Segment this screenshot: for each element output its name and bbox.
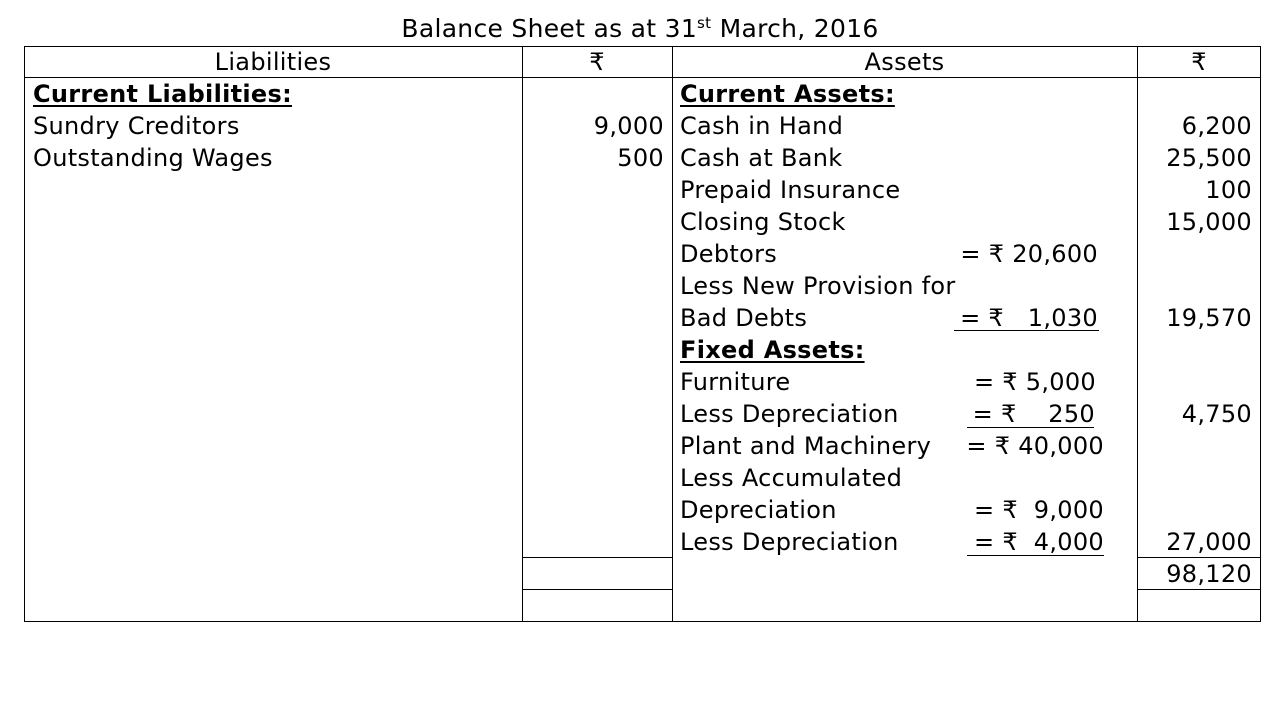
liab-total-line-bottom (522, 589, 672, 590)
assets-total: 98,120 (1166, 560, 1252, 588)
current-assets-heading: Current Assets: (680, 80, 895, 108)
net-plant-amount: 27,000 (1166, 528, 1252, 556)
plant-depreciation-value: = ₹ 4,000 (974, 528, 1104, 556)
assets-amount-header: ₹ (1191, 48, 1207, 76)
net-debtors-amount: 19,570 (1166, 304, 1252, 332)
plant-underline (967, 555, 1104, 556)
accumulated-depreciation-label: Depreciation (680, 496, 837, 524)
furniture-depreciation-value: = ₹ 250 (972, 400, 1095, 428)
debtors-value: = ₹ 20,600 (960, 240, 1098, 268)
outstanding-wages-label: Outstanding Wages (33, 144, 273, 172)
debtors-label: Debtors (680, 240, 778, 268)
plant-machinery-value: = ₹ 40,000 (966, 432, 1104, 460)
liab-total-line-top (522, 557, 672, 558)
fixed-assets-heading: Fixed Assets: (680, 336, 865, 364)
closing-stock-amount: 15,000 (1166, 208, 1252, 236)
provision-label: Less New Provision for (680, 272, 956, 300)
liabilities-header: Liabilities (214, 48, 332, 76)
plant-machinery-label: Plant and Machinery (680, 432, 932, 460)
bad-debts-underline (954, 330, 1099, 331)
net-furniture-amount: 4,750 (1181, 400, 1252, 428)
prepaid-insurance-label: Prepaid Insurance (680, 176, 901, 204)
sundry-creditors-label: Sundry Creditors (33, 112, 240, 140)
cash-at-bank-amount: 25,500 (1166, 144, 1252, 172)
bad-debts-label: Bad Debts (680, 304, 808, 332)
closing-stock-label: Closing Stock (680, 208, 846, 236)
prepaid-insurance-amount: 100 (1205, 176, 1252, 204)
furniture-underline (967, 427, 1094, 428)
column-divider (672, 46, 673, 622)
cash-in-hand-label: Cash in Hand (680, 112, 844, 140)
bad-debts-value: = ₹ 1,030 (960, 304, 1098, 332)
balance-sheet-title: Balance Sheet as at 31st March, 2016 (401, 14, 879, 43)
accumulated-depreciation-value: = ₹ 9,000 (974, 496, 1104, 524)
cash-in-hand-amount: 6,200 (1181, 112, 1252, 140)
cash-at-bank-label: Cash at Bank (680, 144, 843, 172)
accumulated-label: Less Accumulated (680, 464, 903, 492)
liabilities-amount-header: ₹ (589, 48, 605, 76)
sundry-creditors-amount: 9,000 (593, 112, 664, 140)
assets-header: Assets (864, 48, 945, 76)
outstanding-wages-amount: 500 (617, 144, 664, 172)
furniture-depreciation-label: Less Depreciation (680, 400, 899, 428)
current-liabilities-heading: Current Liabilities: (33, 80, 292, 108)
furniture-label: Furniture (680, 368, 791, 396)
furniture-value: = ₹ 5,000 (973, 368, 1096, 396)
plant-depreciation-label: Less Depreciation (680, 528, 899, 556)
